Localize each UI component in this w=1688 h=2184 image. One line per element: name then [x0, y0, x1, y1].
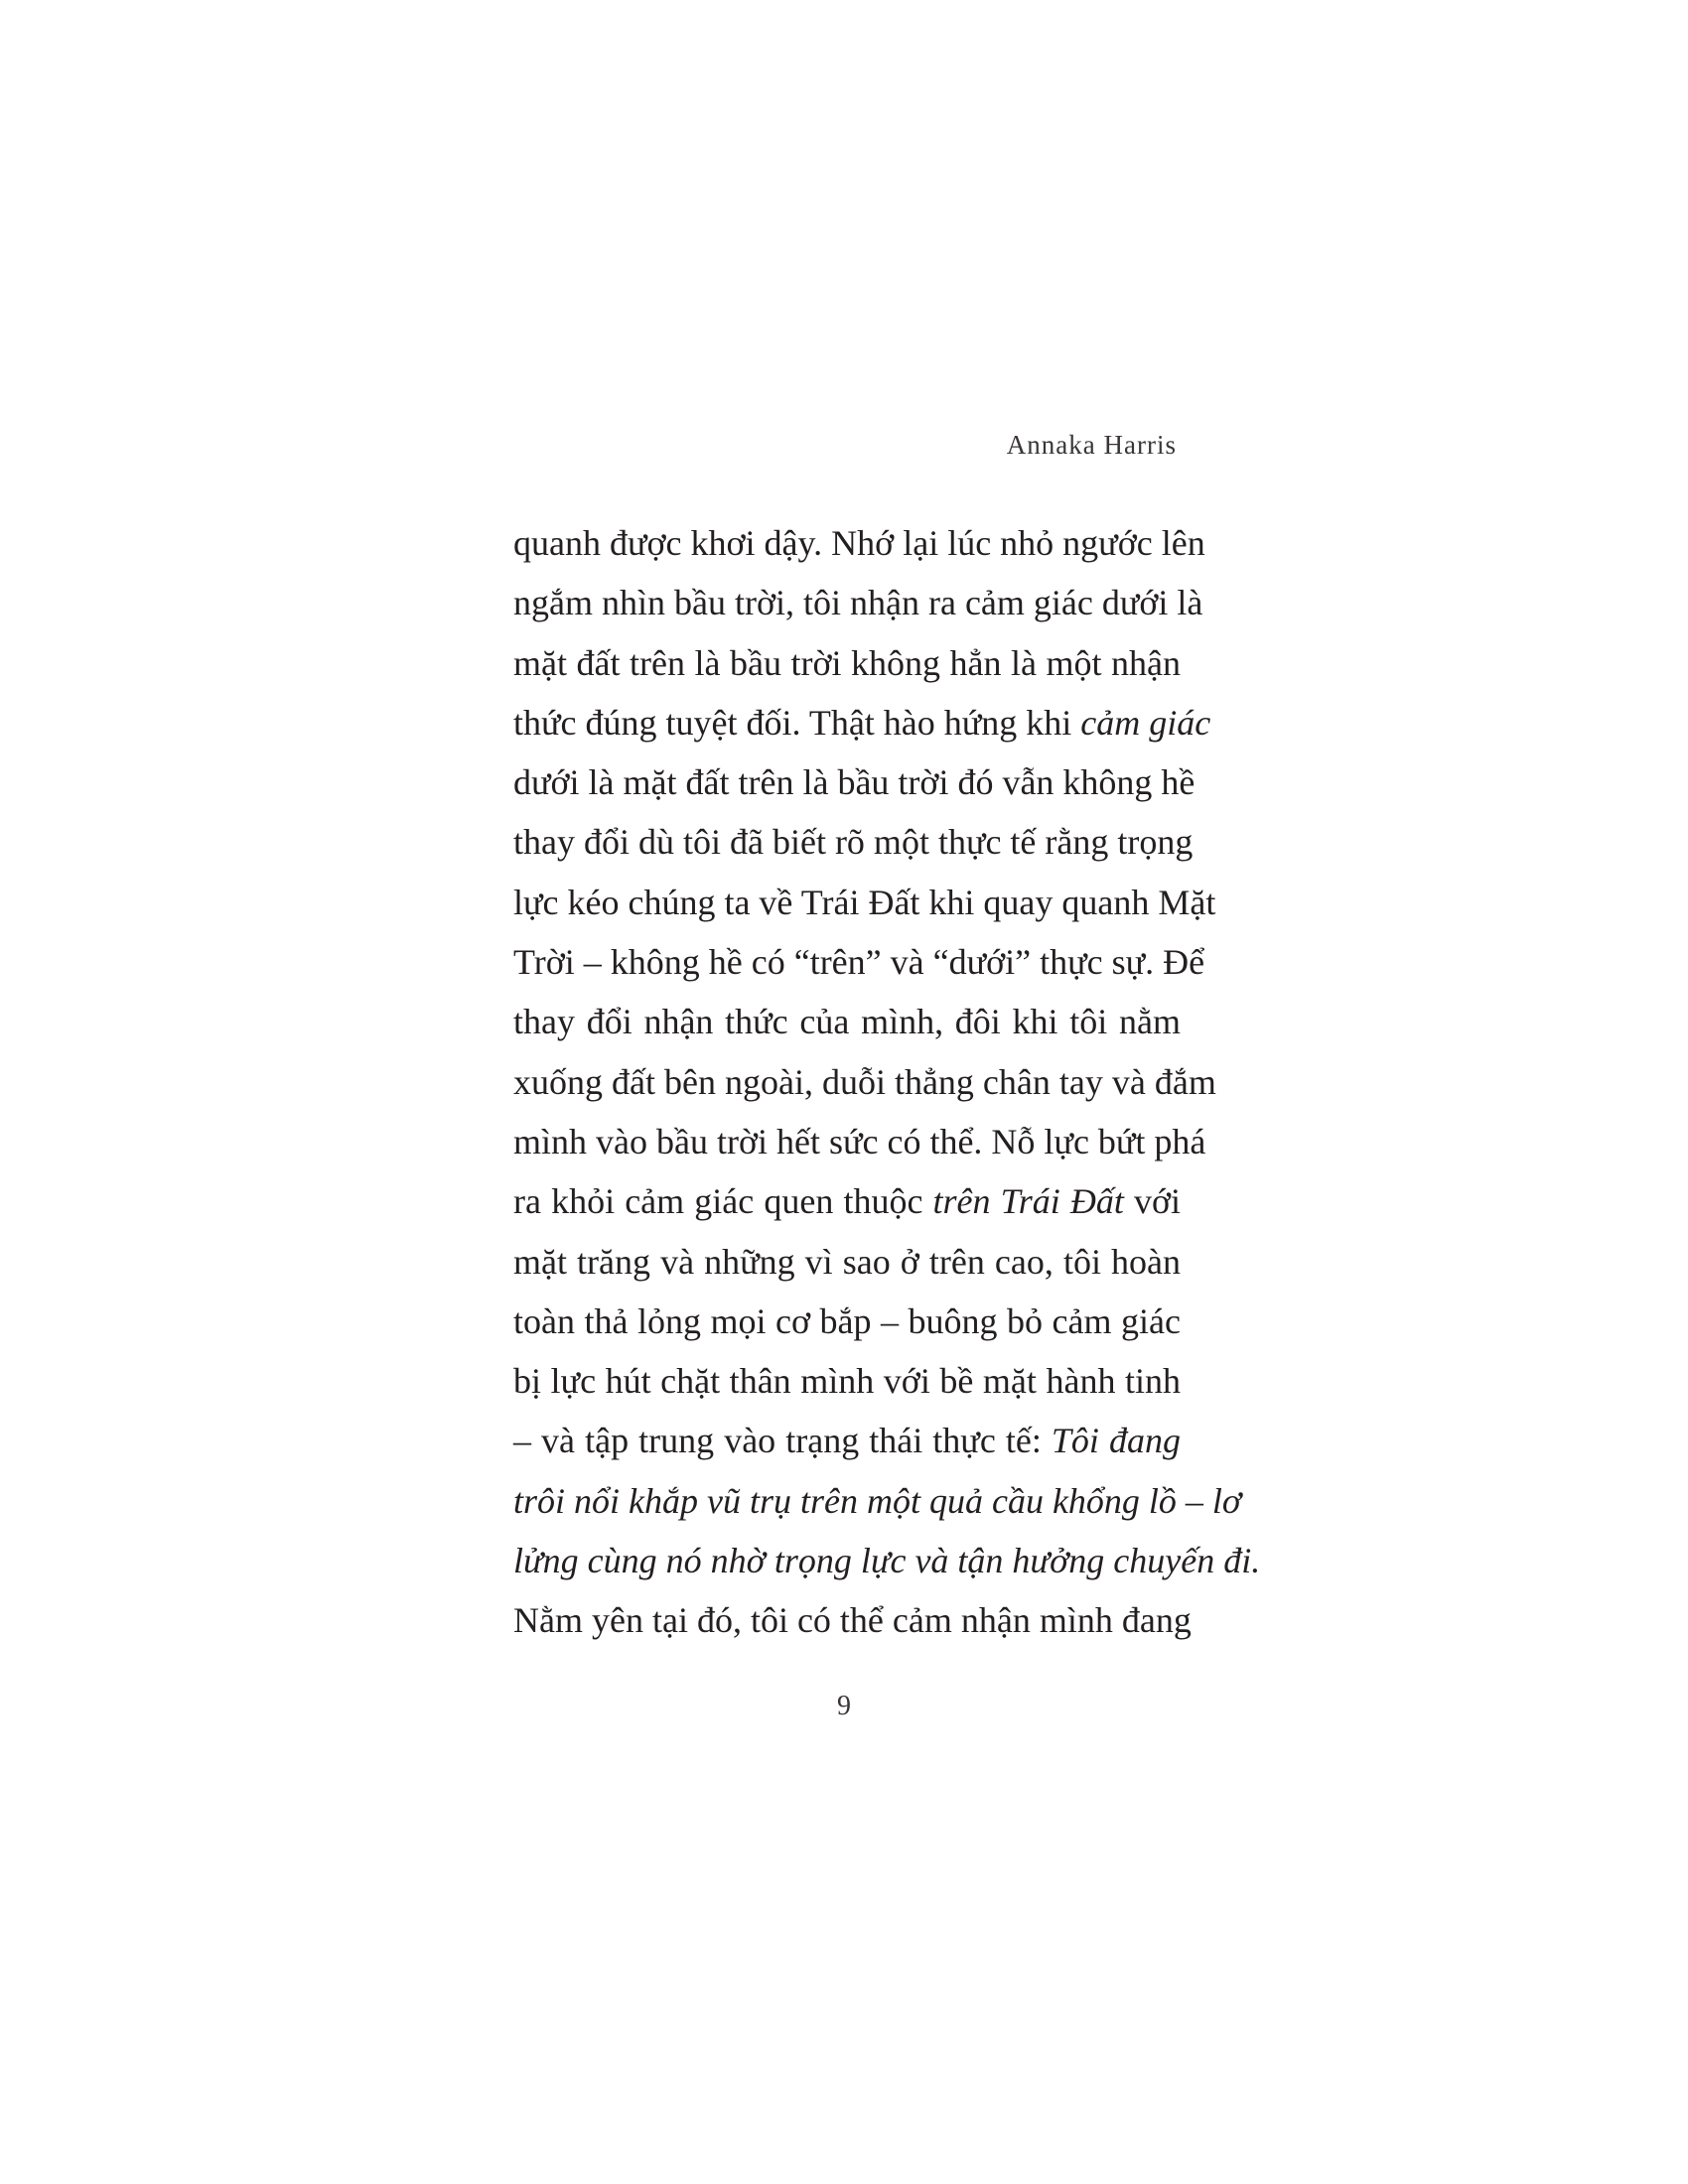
text-line: [513, 1351, 1181, 1411]
italic-run: trên Trái Đất: [932, 1181, 1124, 1222]
text-run: lực kéo chúng ta về Trái Đất khi quay quanh Mặt: [513, 882, 1216, 922]
body-text: [513, 513, 1261, 1651]
running-header-author: Annaka Harris: [1006, 430, 1177, 460]
text-line: [513, 752, 1196, 812]
italic-run: lửng cùng nó nhờ trọng lực và tận hưởng chuyến đi.: [513, 1541, 1261, 1581]
text-line: [513, 1112, 1206, 1171]
text-line: [513, 633, 1181, 693]
text-line: [513, 513, 1205, 573]
text-run: với: [1123, 1181, 1181, 1222]
text-line: [513, 932, 1205, 992]
text-run: mặt đất trên là bầu trời không hẳn là một nhận: [513, 642, 1181, 683]
text-line: [513, 1232, 1181, 1292]
text-run: mình vào bầu trời hết sức có thể. Nỗ lực bứt phá: [513, 1121, 1206, 1161]
text-line: [513, 693, 1211, 752]
text-run: ngắm nhìn bầu trời, tôi nhận ra cảm giác dưới là: [513, 583, 1203, 623]
text-run: bị lực hút chặt thân mình với bề mặt hành tinh: [513, 1361, 1181, 1402]
text-run: thức đúng tuyệt đối. Thật hào hứng khi: [513, 702, 1081, 743]
text-line: [513, 1590, 1192, 1650]
text-line: [513, 812, 1194, 872]
text-line: [513, 873, 1216, 932]
text-line: [513, 573, 1203, 632]
italic-run: trôi nổi khắp vũ trụ trên một quả cầu khổng lồ – lơ: [513, 1480, 1242, 1521]
text-run: mặt trăng và những vì sao ở trên cao, tôi hoàn: [513, 1241, 1181, 1282]
text-line: [513, 1471, 1242, 1531]
page-number: 9: [837, 1691, 851, 1721]
text-run: Nằm yên tại đó, tôi có thể cảm nhận mình đang: [513, 1600, 1192, 1641]
text-run: ra khỏi cảm giác quen thuộc: [513, 1181, 933, 1222]
text-line: [513, 1531, 1261, 1590]
text-run: – và tập trung vào trạng thái thực tế:: [513, 1421, 1052, 1461]
text-line: [513, 1411, 1181, 1470]
text-run: dưới là mặt đất trên là bầu trời đó vẫn không hề: [513, 762, 1196, 803]
text-line: [513, 1171, 1181, 1231]
text-run: Trời – không hề có “trên” và “dưới” thực sự. Để: [513, 942, 1205, 983]
italic-run: Tôi đang: [1051, 1421, 1181, 1461]
text-line: [513, 1292, 1181, 1351]
text-run: quanh được khơi dậy. Nhớ lại lúc nhỏ ngước lên: [513, 523, 1205, 563]
text-run: toàn thả lỏng mọi cơ bắp – buông bỏ cảm giác: [513, 1300, 1181, 1341]
text-line: [513, 1052, 1216, 1112]
text-run: thay đổi dù tôi đã biết rõ một thực tế rằng trọng: [513, 822, 1194, 863]
text-line: [513, 992, 1181, 1051]
text-run: thay đổi nhận thức của mình, đôi khi tôi nằm: [513, 1002, 1181, 1042]
italic-run: cảm giác: [1080, 702, 1211, 743]
text-run: xuống đất bên ngoài, duỗi thẳng chân tay và đắm: [513, 1061, 1216, 1102]
